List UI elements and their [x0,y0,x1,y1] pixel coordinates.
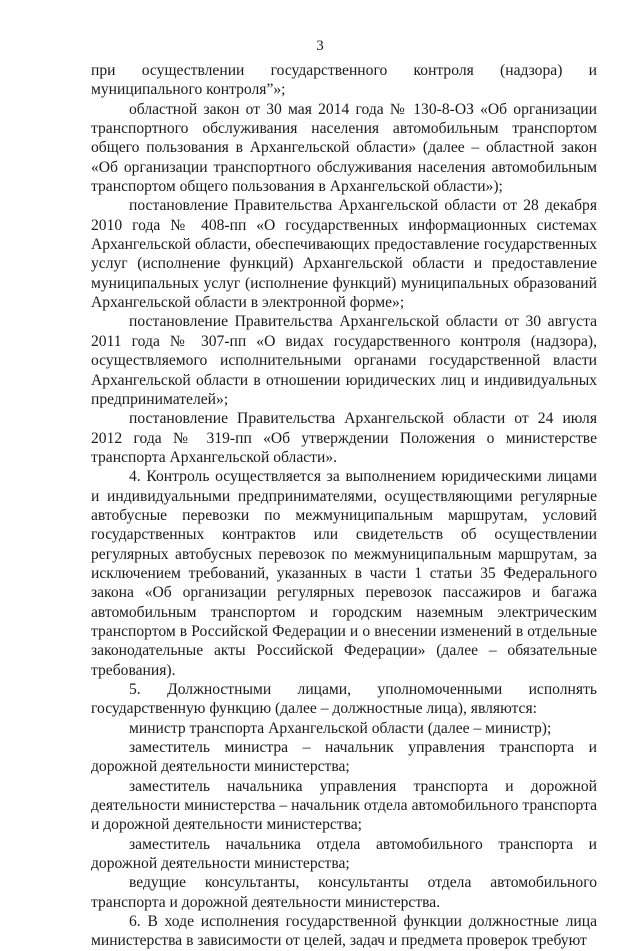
paragraph-resolution-319-pp: постановление Правительства Архангельской области от 24 июля 2012 года № 319-пп «Об утверждении Положения о министерстве транспорта Архангельской области». [91,410,597,466]
paragraph-deputy-minister: заместитель министра – начальник управления транспорта и дорожной деятельности министерства; [91,739,597,776]
paragraph-resolution-307-pp: постановление Правительства Архангельской области от 30 августа 2011 года № 307-пп «О видах государственного контроля (надзора), осуществляемого исполнительными органами государственной власти Архангельской области в отношении юридических лиц и индивидуальных предпринимателей»; [91,313,597,408]
paragraph-minister: министр транспорта Архангельской области (далее – министр); [129,719,552,737]
document-body [91,61,597,951]
paragraph-clause-5: 5. Должностными лицами, уполномоченными исполнять государственную функцию (далее – должностные лица), являются: [91,681,597,718]
paragraph-deputy-head-division: заместитель начальника отдела автомобильного транспорта и дорожной деятельности министерства; [91,835,597,873]
page-number: 3 [316,38,324,54]
paragraph-regional-law-130-8-oz: областной закон от 30 мая 2014 года № 130-8-ОЗ «Об организации транспортного обслуживания населения автомобильным транспортом общего пользования в Архангельской области» (далее – областной закон «Об организации транспортного обслуживания населения автомобильным транспортом общего пользования в Архангельской области»); [91,100,597,196]
paragraph-deputy-head-department: заместитель начальника управления транспорта и дорожной деятельности министерства – начальник отдела автомобильного транспорта и дорожной деятельности министерства; [91,777,597,834]
paragraph-resolution-408-pp: постановление Правительства Архангельской области от 28 декабря 2010 года № 408-пп «О государственных информационных системах Архангельской области, обеспечивающих предоставление государственных услуг (исполнение функций) Архангельской области и предоставление муниципальных услуг (исполнение функций) муниципальных образований Архангельской области в электронной форме»; [91,197,597,312]
paragraph-clause-6: 6. В ходе исполнения государственной функции должностные лица министерства в зависимости от целей, задач и предмета проверок требуют [91,913,597,950]
paragraph-continuation: при осуществлении государственного контроля (надзора) и муниципального контроля”»; [91,62,597,99]
paragraph-consultants: ведущие консультанты, консультанты отдела автомобильного транспорта и дорожной деятельности министерства. [91,874,597,911]
paragraph-clause-4: 4. Контроль осуществляется за выполнением юридическими лицами и индивидуальными предпринимателями, осуществляющими регулярные автобусные перевозки по межмуниципальным маршрутам, условий государственных контрактов или свидетельств об осуществлении регулярных автобусных перевозок по межмуниципальным маршрутам, за исключением требований, указанных в части 1 статьи 35 Федерального закона «Об организации регулярных перевозок пассажиров и багажа автомобильным транспортом и городским наземным электрическим транспортом в Российской Федерации и о внесении изменений в отдельные законодательные акты Российской Федерации» (далее – обязательные требования). [91,468,597,679]
